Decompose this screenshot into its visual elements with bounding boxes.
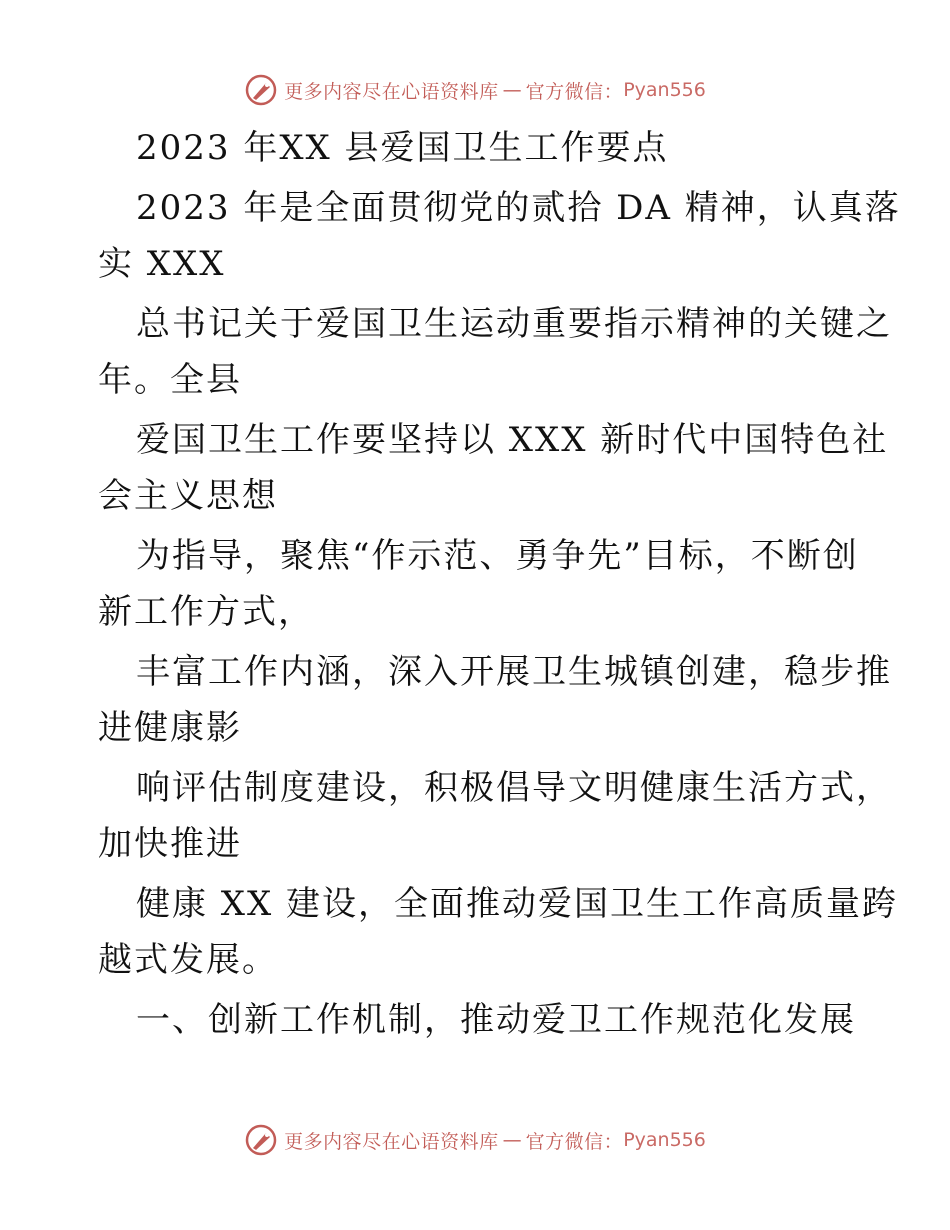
watermark-wechat-label: 官方微信： [525,80,624,103]
pen-nib-logo-icon [244,1123,278,1157]
watermark-wechat-label: 官方微信： [525,1130,624,1153]
paragraph-line: 健康 XX 建设，全面推动爱国卫生工作高质量跨 [136,884,899,924]
watermark-separator: — [502,79,522,101]
pen-nib-logo-icon [244,73,278,107]
paragraph-line: 越式发展。 [98,940,278,980]
paragraph-line: 响评估制度建设，积极倡导文明健康生活方式， [136,768,892,808]
paragraph-line: 为指导，聚焦“作示范、勇争先”目标，不断创 [136,536,859,576]
paragraph-line: 加快推进 [98,824,242,864]
header-watermark [0,70,950,110]
paragraph-line: 新工作方式， [98,592,314,632]
paragraph-line: 实 XXX [98,244,226,284]
document-title: 2023 年XX 县爱国卫生工作要点 [136,128,669,168]
paragraph-line: 2023 年是全面贯彻党的贰拾 DA 精神，认真落 [136,188,901,228]
paragraph-line: 会主义思想 [98,476,278,516]
watermark-separator: — [502,1129,522,1151]
watermark-text: 更多内容尽在心语资料库 [284,1130,499,1153]
watermark-text: 更多内容尽在心语资料库 [284,80,499,103]
paragraph-line: 进健康影 [98,708,242,748]
paragraph-line: 总书记关于爱国卫生运动重要指示精神的关键之 [136,304,892,344]
watermark-handle: Pyan556 [623,1129,706,1151]
paragraph-line: 年。全县 [98,360,242,400]
paragraph-line: 爱国卫生工作要坚持以 XXX 新时代中国特色社 [136,420,889,460]
footer-watermark [0,1120,950,1160]
watermark-handle: Pyan556 [623,79,706,101]
paragraph-line: 丰富工作内涵，深入开展卫生城镇创建，稳步推 [136,652,892,692]
section-heading: 一、创新工作机制，推动爱卫工作规范化发展 [136,1000,856,1040]
